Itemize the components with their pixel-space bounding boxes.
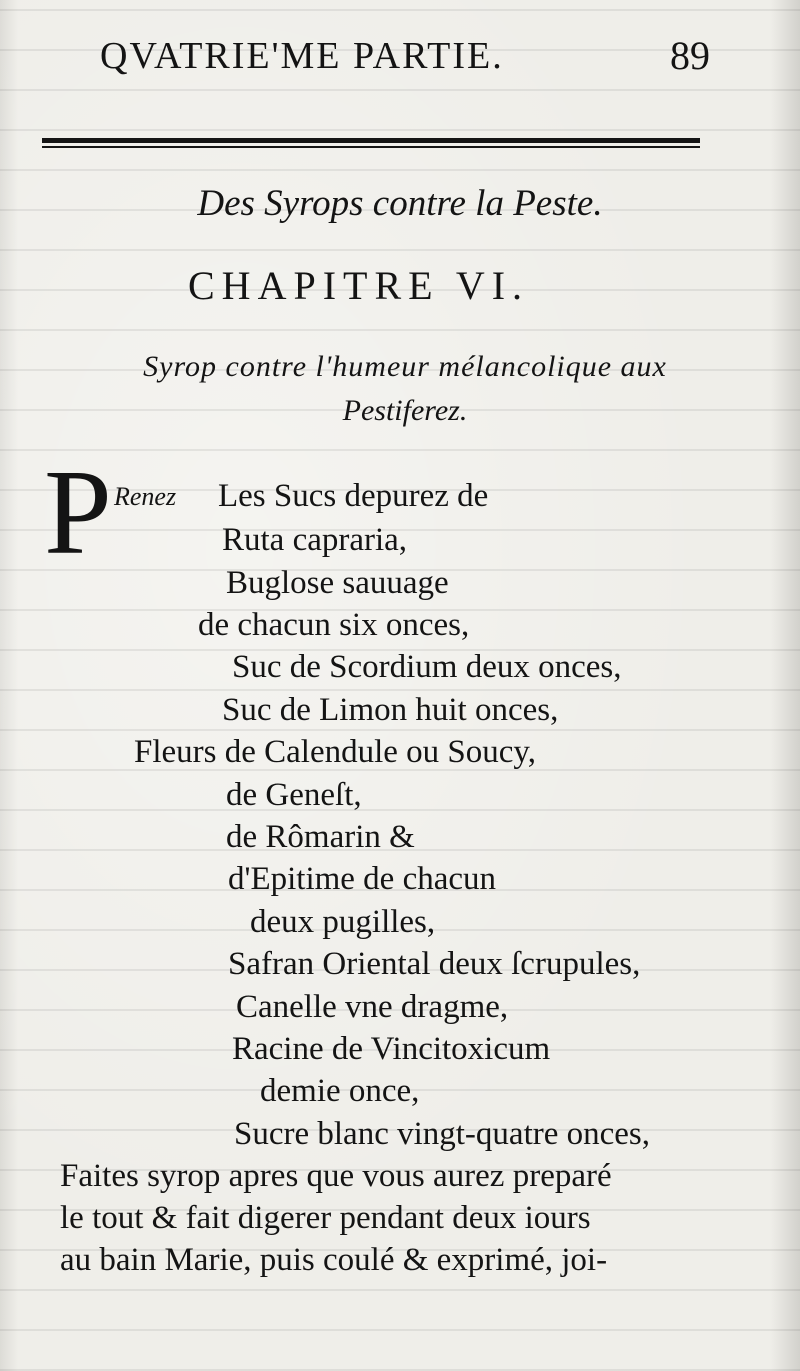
recipe-line: de Rômarin & [226, 819, 415, 855]
subtitle-line: Pestiferez. [342, 394, 468, 427]
header-rule [42, 138, 700, 148]
paragraph-line: Faites syrop apres que vous aurez preparé [60, 1158, 612, 1194]
drop-cap: P [44, 445, 112, 580]
recipe-line: de chacun six onces, [198, 607, 470, 643]
recipe-line: Suc de Scordium deux onces, [232, 649, 622, 685]
paragraph-line: au bain Marie, puis coulé & exprimé, joi- [60, 1242, 608, 1278]
recipe-line: Fleurs de Calendule ou Soucy, [134, 734, 537, 770]
recipe-line: Safran Oriental deux ſcrupules, [228, 946, 641, 982]
recipe-line: Les Sucs depurez de [218, 478, 489, 514]
chapter-title: CHAPITRE VI. [188, 263, 530, 308]
paragraph-line: le tout & fait digerer pendant deux iours [60, 1200, 591, 1236]
page-header [100, 28, 710, 88]
running-title: QVATRIE'ME PARTIE. [100, 35, 504, 77]
recipe-line: de Geneſt, [226, 777, 362, 813]
recipe-line: Sucre blanc vingt-quatre onces, [234, 1116, 651, 1152]
recipe-line: Canelle vne dragme, [236, 989, 509, 1025]
recipe-line: Ruta capraria, [222, 522, 408, 558]
section-title: Des Syrops contre la Peste. [197, 183, 603, 224]
recipe-line: demie once, [260, 1073, 420, 1109]
first-word: Renez [114, 482, 177, 511]
recipe-line: Racine de Vincitoxicum [232, 1031, 551, 1067]
recipe-line: Buglose sauuage [226, 565, 449, 601]
page-number: 89 [670, 33, 710, 78]
recipe-line: Suc de Limon huit onces, [222, 692, 559, 728]
subtitle-line: Syrop contre l'humeur mélancolique aux [143, 350, 667, 383]
recipe-line: deux pugilles, [250, 904, 436, 940]
recipe-line: d'Epitime de chacun [228, 861, 497, 897]
